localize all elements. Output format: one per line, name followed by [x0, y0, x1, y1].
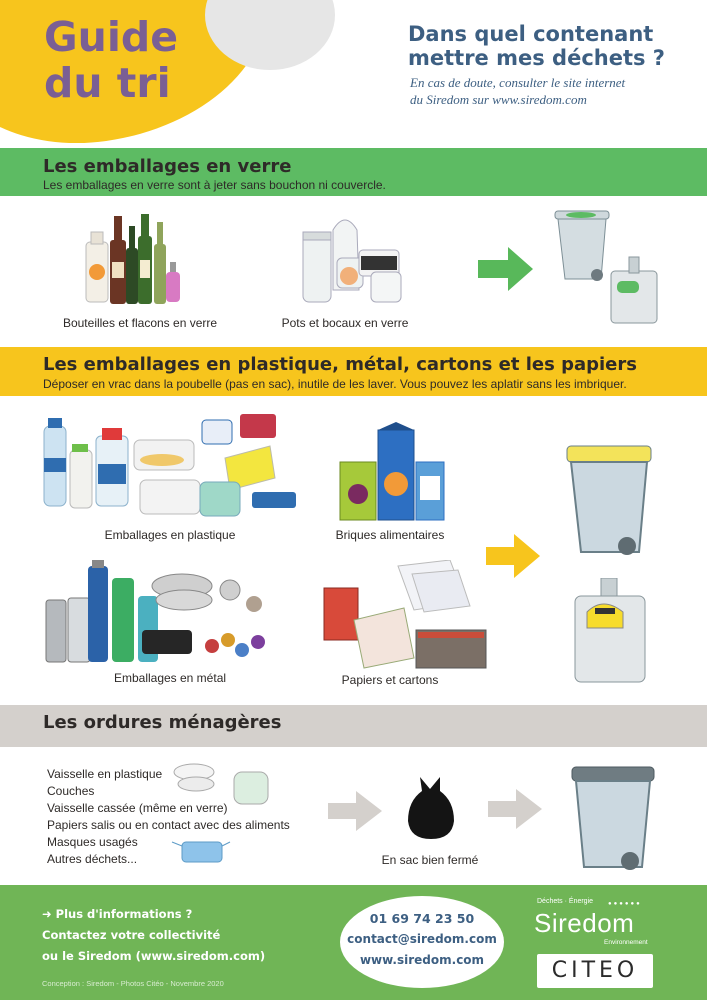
- list-item: Couches: [47, 784, 95, 798]
- caption-plastique: Emballages en plastique: [104, 528, 236, 542]
- note-line1: En cas de doute, consulter le site internet: [410, 75, 626, 90]
- citeo-logo: CITEO: [551, 958, 639, 983]
- guide-title-line1: Guide: [44, 13, 179, 61]
- glass-bottles-image: [80, 210, 190, 310]
- arrow-green-icon: [478, 247, 538, 291]
- ordures-section-title: Les ordures ménagères: [43, 712, 282, 733]
- plastique-bin-icon: [565, 442, 657, 564]
- paper-cardboard-image: [320, 560, 488, 672]
- plastique-section-title: Les emballages en plastique, métal, cartons et les papiers: [43, 354, 637, 375]
- guide-title: [44, 14, 178, 106]
- contact-phone[interactable]: 01 69 74 23 50: [369, 911, 475, 926]
- trash-bag-icon: [404, 775, 458, 841]
- footer-info-line1: ➜ Plus d'informations ?: [42, 907, 193, 921]
- siredom-logo-bottom: Environnement: [604, 939, 648, 946]
- ordures-bin-icon: [570, 765, 660, 877]
- caption-sac: En sac bien fermé: [381, 853, 479, 867]
- footer-info-line3[interactable]: ou le Siredom (www.siredom.com): [42, 949, 266, 963]
- household-waste-image: [170, 758, 276, 868]
- question-line2: mettre mes déchets ?: [408, 46, 665, 70]
- question-note: [410, 74, 625, 108]
- caption-metal: Emballages en métal: [113, 671, 227, 685]
- dots-decoration: ●●●●●●: [608, 901, 642, 907]
- verre-section-subtitle: Les emballages en verre sont à jeter sans bouchon ni couvercle.: [43, 178, 386, 192]
- arrow-right-icon: ➜: [42, 907, 56, 921]
- note-line2: du Siredom sur www.siredom.com: [410, 92, 587, 107]
- verre-section-title: Les emballages en verre: [43, 156, 292, 177]
- list-item: Vaisselle cassée (même en verre): [47, 801, 228, 815]
- siredom-logo-top: Déchets · Énergie: [537, 898, 594, 905]
- plastic-packaging-image: [40, 410, 302, 525]
- contact-email[interactable]: contact@siredom.com: [347, 932, 497, 946]
- credits: Conception : Siredom - Photos Citéo - Novembre 2020: [42, 979, 224, 988]
- caption-pots: Pots et bocaux en verre: [281, 316, 409, 330]
- footer-info: [42, 904, 265, 967]
- glass-jars-image: [297, 210, 409, 310]
- caption-briques: Briques alimentaires: [335, 528, 445, 542]
- plastique-column-icon: [573, 578, 649, 684]
- contact-website[interactable]: www.siredom.com: [359, 953, 485, 967]
- food-cartons-image: [338, 422, 448, 524]
- question-title: [408, 22, 665, 70]
- list-item: Autres déchets...: [47, 852, 138, 866]
- list-item: Masques usagés: [47, 835, 138, 849]
- metal-packaging-image: [42, 560, 276, 670]
- caption-papiers: Papiers et cartons: [341, 673, 439, 687]
- guide-title-line2: du tri: [44, 59, 171, 107]
- arrow-yellow-icon: [486, 534, 542, 578]
- siredom-logo: Siredom: [534, 908, 635, 938]
- question-line1: Dans quel contenant: [408, 22, 654, 46]
- caption-bouteilles: Bouteilles et flacons en verre: [62, 316, 218, 330]
- list-item: Papiers salis ou en contact avec des aliments: [47, 818, 290, 832]
- arrow-grey-icon: [488, 789, 544, 829]
- verre-bin-icon: [553, 205, 663, 325]
- arrow-grey-icon: [328, 791, 384, 831]
- plastique-section-subtitle: Déposer en vrac dans la poubelle (pas en sac), inutile de les laver. Vous pouvez les aplatir sans les imbriquer.: [43, 377, 627, 391]
- list-item: Vaisselle en plastique: [47, 767, 163, 781]
- footer-info-line2: Contactez votre collectivité: [42, 928, 221, 942]
